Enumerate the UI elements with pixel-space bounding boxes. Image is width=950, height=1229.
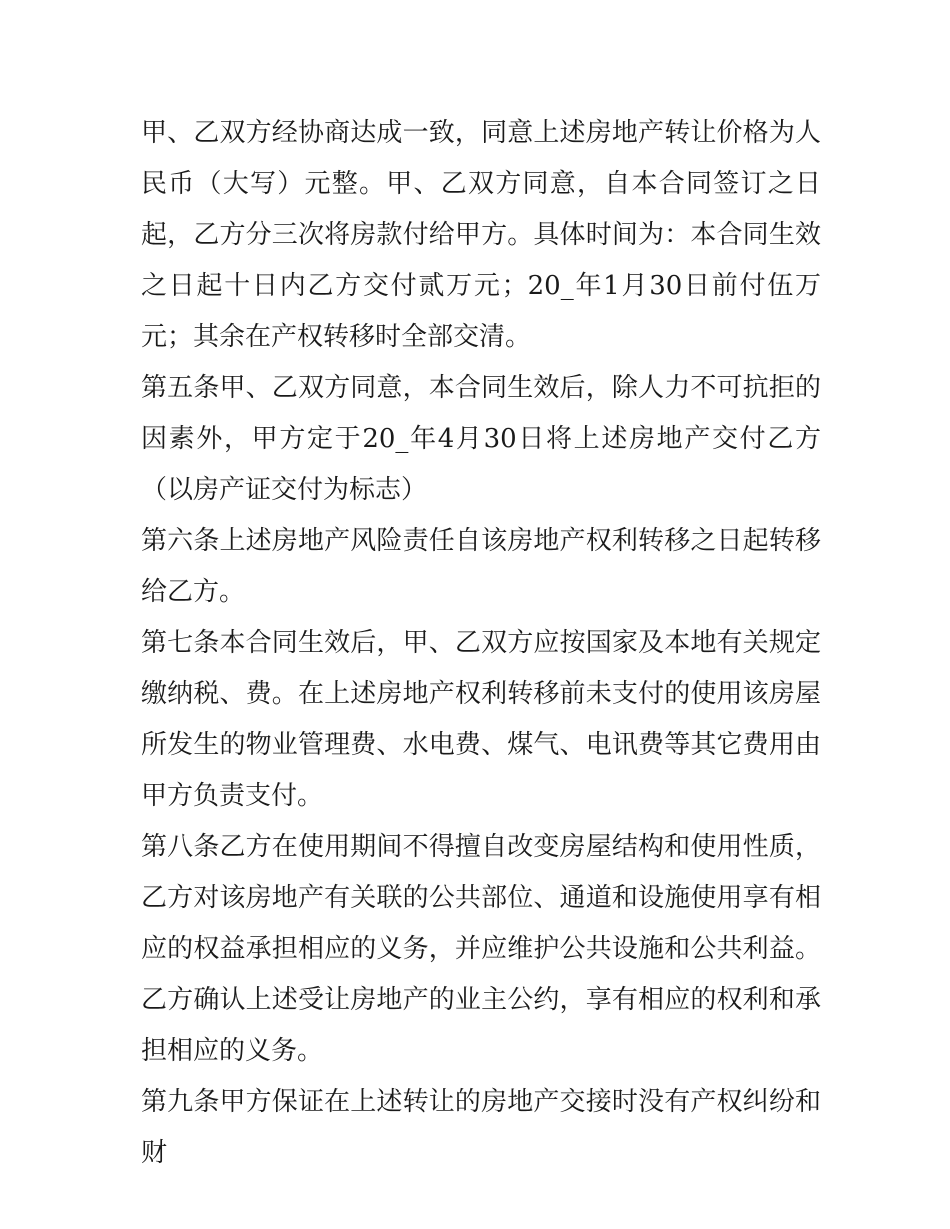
paragraph-article-5: 第五条甲、乙双方同意，本合同生效后，除人力不可抗拒的因素外，甲方定于20_年4月30日将上述房地产交付乙方（以房产证交付为标志） [141,373,821,505]
document-body [141,108,821,1179]
paragraph-payment-terms: 甲、乙双方经协商达成一致，同意上述房地产转让价格为人民币（大写）元整。甲、乙双方同意，自本合同签订之日起，乙方分三次将房款付给甲方。具体时间为：本合同生效之日起十日内乙方交付贰万元；20_年1月30日前付伍万元；其余在产权转移时全部交清。 [141,118,821,352]
paragraph-article-8: 第八条乙方在使用期间不得擅自改变房屋结构和使用性质，乙方对该房地产有关联的公共部位、通道和设施使用享有相应的权益承担相应的义务，并应维护公共设施和公共利益。乙方确认上述受让房地产的业主公约，享有相应的权利和承担相应的义务。 [141,832,821,1066]
paragraph-article-9: 第九条甲方保证在上述转让的房地产交接时没有产权纠纷和财 [141,1087,821,1168]
paragraph-article-6: 第六条上述房地产风险责任自该房地产权利转移之日起转移给乙方。 [141,526,821,607]
paragraph-article-7: 第七条本合同生效后，甲、乙双方应按国家及本地有关规定缴纳税、费。在上述房地产权利转移前未支付的使用该房屋所发生的物业管理费、水电费、煤气、电讯费等其它费用由甲方负责支付。 [141,628,821,811]
